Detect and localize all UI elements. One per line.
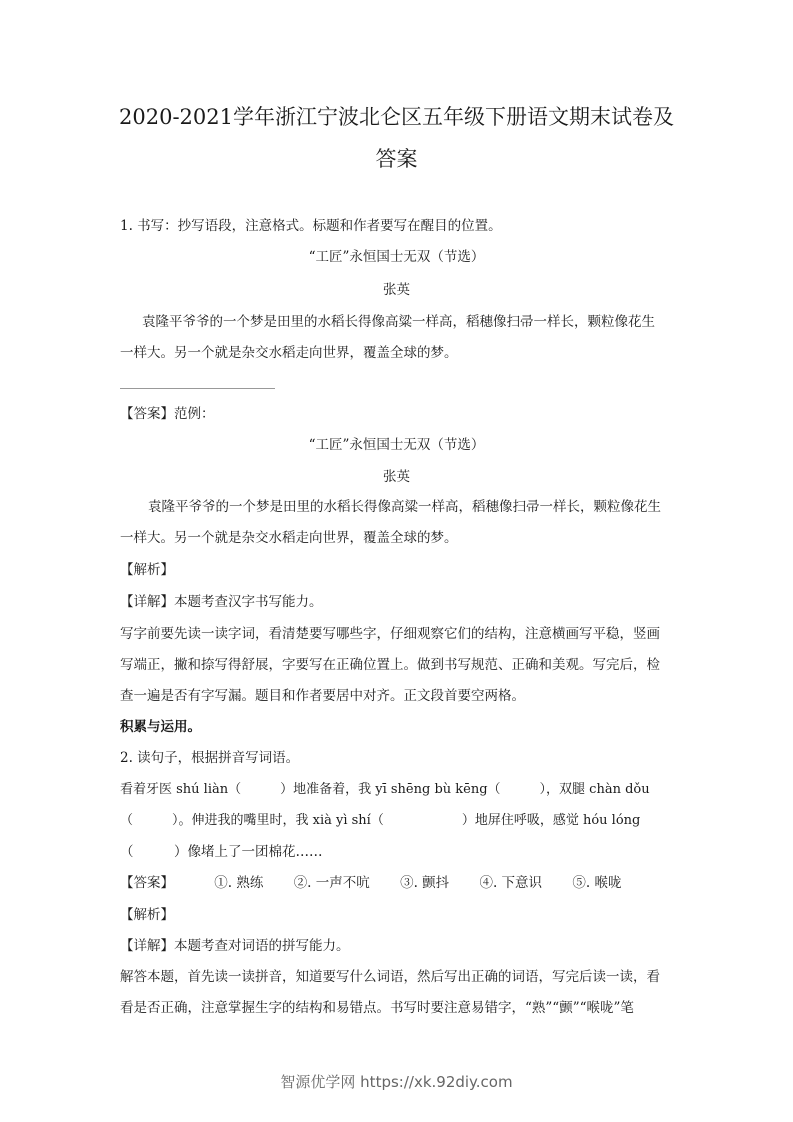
q1-author: 张英	[383, 282, 410, 298]
q2-answer-row	[120, 873, 647, 893]
q2-sentence-line-2: （ ）。伸进我的嘴里时，我 xià yì shí（ ）地屏住呼吸，感觉 hóu lóng	[120, 813, 641, 828]
q2-answer-3: ③. 颤抖	[400, 875, 450, 891]
q2-analysis-label: 【解析】	[120, 907, 174, 923]
section-heading: 积累与运用。	[120, 719, 201, 735]
q2-answer-1: ①. 熟练	[214, 875, 264, 891]
q2-explanation-line-1: 解答本题，首先读一读拼音，知道要写什么词语，然后写出正确的词语，写完后读一读，看	[120, 969, 660, 985]
q2-answer-2: ②. 一声不吭	[293, 875, 370, 891]
q1-detail: 【详解】本题考查汉字书写能力。	[120, 594, 323, 610]
q2-detail: 【详解】本题考查对词语的拼写能力。	[120, 938, 350, 954]
q1-answer-author: 张英	[383, 469, 410, 485]
separator-rule	[120, 388, 275, 389]
q1-answer-paragraph-line-2: 一样大。另一个就是杂交水稻走向世界，覆盖全球的梦。	[120, 530, 458, 546]
q1-paragraph-line-1: 袁隆平爷爷的一个梦是田里的水稻长得像高粱一样高，稻穗像扫帚一样长，颗粒像花生	[142, 314, 655, 330]
footer-watermark: 智源优学网 https://xk.92diy.com	[280, 1073, 513, 1091]
title-line-2: 答案	[375, 147, 418, 171]
q1-analysis-label: 【解析】	[120, 562, 174, 578]
q2-sentence-line-1: 看着牙医 shú liàn（ ）地准备着，我 yī shēng bù kēng（ ），双腿 chàn dǒu	[120, 782, 650, 797]
q2-answer-label: 【答案】	[120, 875, 174, 891]
q2-prompt: 2. 读句子，根据拼音写词语。	[120, 750, 300, 766]
q2-answer-4: ④. 下意识	[479, 875, 543, 891]
q1-explanation-line-3: 查一遍是否有字写漏。题目和作者要居中对齐。正文段首要空两格。	[120, 688, 525, 704]
title-line-1: 2020-2021学年浙江宁波北仑区五年级下册语文期末试卷及	[119, 105, 674, 129]
q1-explanation-line-1: 写字前要先读一读字词，看清楚要写哪些字，仔细观察它们的结构，注意横画写平稳，竖画	[120, 626, 660, 642]
q1-answer-paragraph-line-1: 袁隆平爷爷的一个梦是田里的水稻长得像高粱一样高，稻穗像扫帚一样长，颗粒像花生	[148, 499, 661, 515]
q2-sentence-line-3: （ ）像堵上了一团棉花……	[120, 844, 323, 860]
q1-prompt: 1. 书写：抄写语段，注意格式。标题和作者要写在醒目的位置。	[120, 218, 502, 234]
q1-answer-title: “工匠”永恒国士无双（节选）	[308, 437, 485, 453]
page-title	[100, 96, 693, 180]
q1-explanation-line-2: 写端正，撇和捺写得舒展，字要写在正确位置上。做到书写规范、正确和美观。写完后，检	[120, 657, 660, 673]
q1-article-title: “工匠”永恒国士无双（节选）	[308, 249, 485, 265]
q2-explanation-line-2: 看是否正确，注意掌握生字的结构和易错点。书写时要注意易错字，“熟”“颤”“喉咙”笔	[120, 1000, 634, 1016]
q1-paragraph-line-2: 一样大。另一个就是杂交水稻走向世界，覆盖全球的梦。	[120, 345, 458, 361]
q1-answer-label: 【答案】范例：	[120, 406, 215, 422]
q2-answer-5: ⑤. 喉咙	[572, 875, 622, 891]
